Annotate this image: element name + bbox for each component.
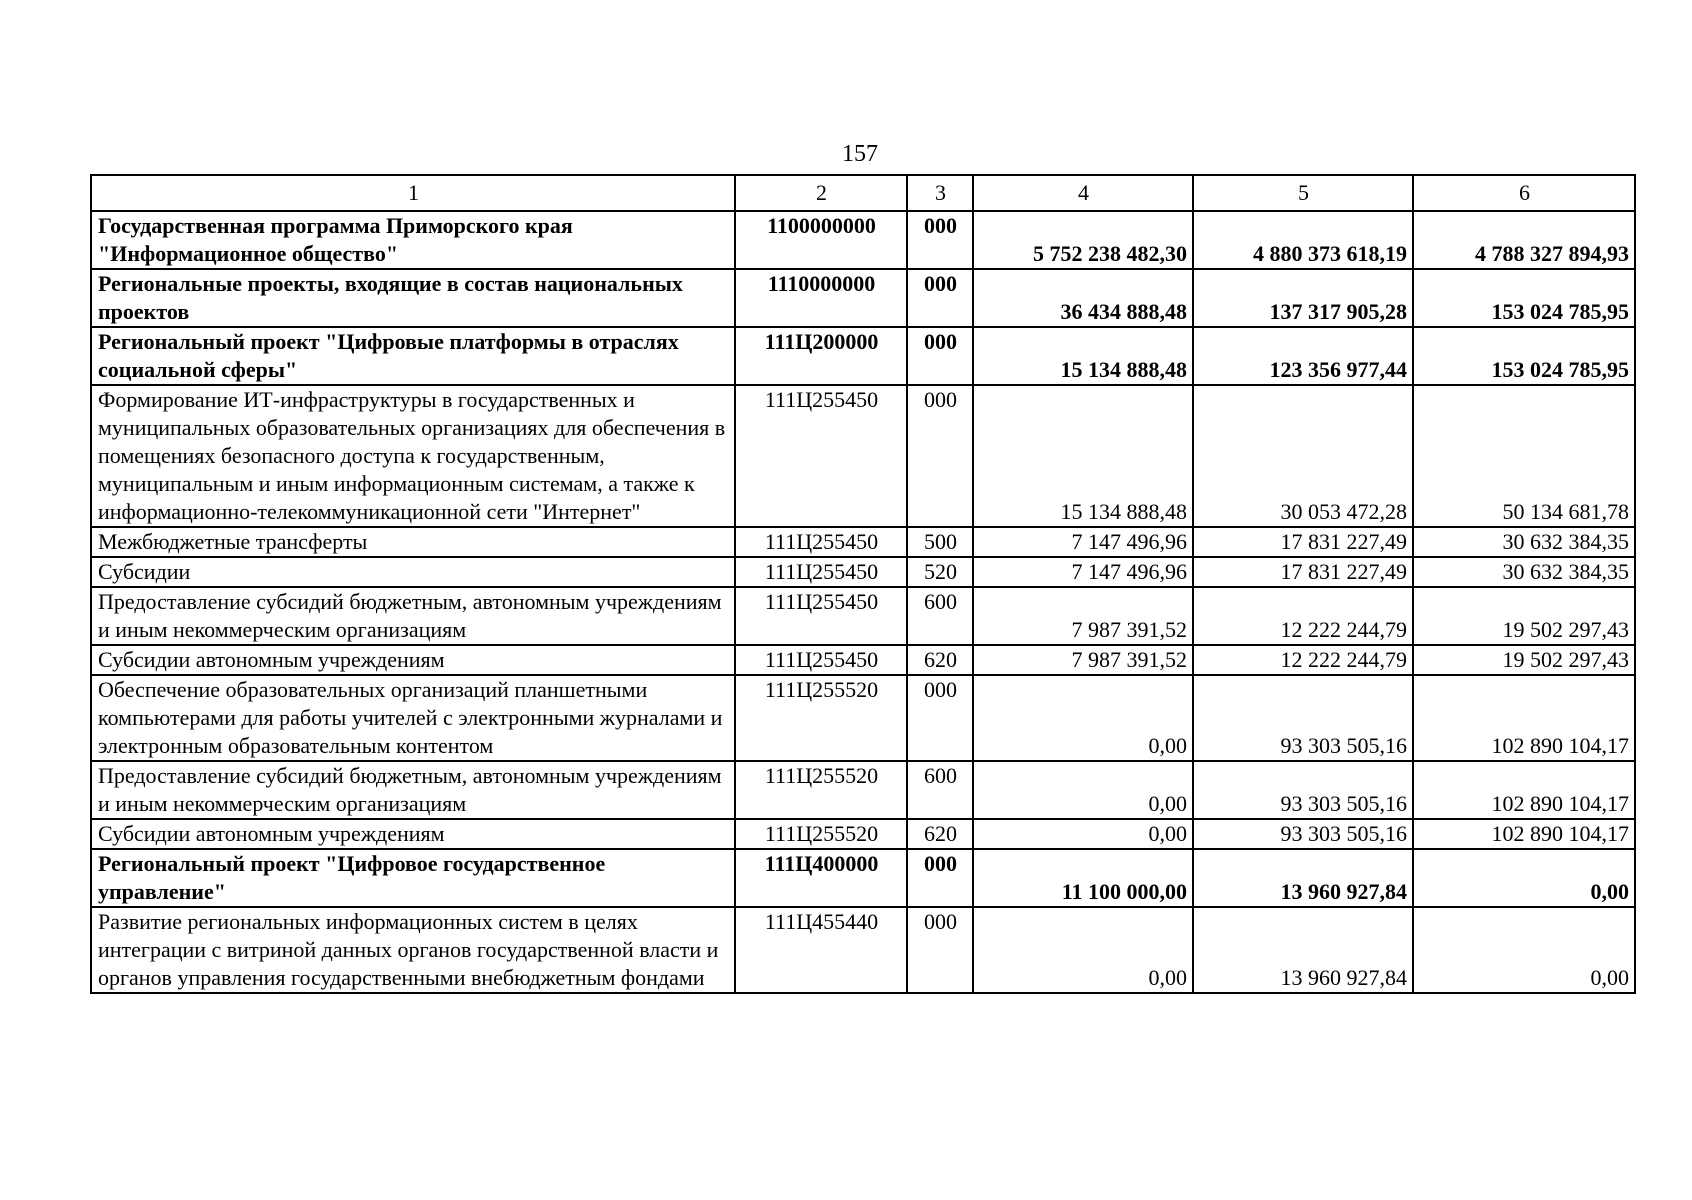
table-row: [91, 527, 1635, 557]
table-row: [91, 675, 1635, 761]
row-name-cell: Государственная программа Приморского края "Информационное общество": [91, 211, 735, 269]
row-type-cell: 000: [907, 849, 973, 907]
row-type-cell: 600: [907, 761, 973, 819]
row-name-cell: Региональный проект "Цифровые платформы в отраслях социальной сферы": [91, 327, 735, 385]
table-row: [91, 385, 1635, 527]
row-code-cell: 1100000000: [735, 211, 907, 269]
row-code-cell: 111Ц455440: [735, 907, 907, 993]
row-value-col4: 15 134 888,48: [973, 385, 1193, 527]
page-number: 157: [842, 141, 878, 167]
row-value-col4: 0,00: [973, 819, 1193, 849]
row-value-col4: 0,00: [973, 761, 1193, 819]
table-row: [91, 587, 1635, 645]
row-type-cell: 000: [907, 269, 973, 327]
row-name-cell: Субсидии автономным учреждениям: [91, 819, 735, 849]
table-row: [91, 211, 1635, 269]
row-code-cell: 111Ц255450: [735, 587, 907, 645]
row-code-cell: 111Ц400000: [735, 849, 907, 907]
row-type-cell: 500: [907, 527, 973, 557]
row-value-col6: 19 502 297,43: [1413, 587, 1635, 645]
row-value-col5: 13 960 927,84: [1193, 849, 1413, 907]
row-name-cell: Развитие региональных информационных систем в целях интеграции с витриной данных органов государственной власти и органов управления государственными внебюджетным фондами: [91, 907, 735, 993]
table-row: [91, 761, 1635, 819]
row-value-col6: 0,00: [1413, 849, 1635, 907]
row-value-col4: 7 987 391,52: [973, 587, 1193, 645]
row-value-col5: 93 303 505,16: [1193, 819, 1413, 849]
row-code-cell: 111Ц255520: [735, 761, 907, 819]
row-value-col4: 7 987 391,52: [973, 645, 1193, 675]
row-value-col6: 30 632 384,35: [1413, 527, 1635, 557]
row-value-col5: 12 222 244,79: [1193, 587, 1413, 645]
row-value-col5: 93 303 505,16: [1193, 675, 1413, 761]
table-row: [91, 849, 1635, 907]
row-type-cell: 620: [907, 819, 973, 849]
row-name-cell: Региональные проекты, входящие в состав национальных проектов: [91, 269, 735, 327]
table-row: [91, 327, 1635, 385]
row-value-col6: 102 890 104,17: [1413, 819, 1635, 849]
row-name-cell: Субсидии: [91, 557, 735, 587]
row-value-col4: 11 100 000,00: [973, 849, 1193, 907]
table-row: [91, 269, 1635, 327]
header-cell: 4: [973, 175, 1193, 211]
row-value-col4: 15 134 888,48: [973, 327, 1193, 385]
row-code-cell: 111Ц255520: [735, 819, 907, 849]
row-type-cell: 000: [907, 327, 973, 385]
row-value-col5: 17 831 227,49: [1193, 527, 1413, 557]
header-cell: 6: [1413, 175, 1635, 211]
row-value-col6: 4 788 327 894,93: [1413, 211, 1635, 269]
row-value-col4: 0,00: [973, 907, 1193, 993]
row-value-col6: 102 890 104,17: [1413, 761, 1635, 819]
row-name-cell: Предоставление субсидий бюджетным, автономным учреждениям и иным некоммерческим организациям: [91, 587, 735, 645]
row-value-col6: 19 502 297,43: [1413, 645, 1635, 675]
row-type-cell: 000: [907, 385, 973, 527]
row-value-col6: 153 024 785,95: [1413, 269, 1635, 327]
row-value-col5: 13 960 927,84: [1193, 907, 1413, 993]
row-code-cell: 111Ц255450: [735, 385, 907, 527]
row-value-col6: 0,00: [1413, 907, 1635, 993]
row-value-col6: 30 632 384,35: [1413, 557, 1635, 587]
row-value-col5: 30 053 472,28: [1193, 385, 1413, 527]
row-code-cell: 111Ц200000: [735, 327, 907, 385]
row-name-cell: Формирование ИТ-инфраструктуры в государственных и муниципальных образовательных организациях для обеспечения в помещениях безопасного доступа к государственным, муниципальным и иным информационным системам, а также к информационно-телекоммуникационной сети "Интернет": [91, 385, 735, 527]
header-cell: 5: [1193, 175, 1413, 211]
header-cell: 2: [735, 175, 907, 211]
row-type-cell: 620: [907, 645, 973, 675]
row-code-cell: 1110000000: [735, 269, 907, 327]
row-value-col4: 5 752 238 482,30: [973, 211, 1193, 269]
row-value-col4: 0,00: [973, 675, 1193, 761]
row-value-col5: 137 317 905,28: [1193, 269, 1413, 327]
row-value-col5: 17 831 227,49: [1193, 557, 1413, 587]
row-name-cell: Региональный проект "Цифровое государственное управление": [91, 849, 735, 907]
header-cell: 1: [91, 175, 735, 211]
table-row: [91, 557, 1635, 587]
table-header-row: [91, 175, 1635, 211]
row-value-col4: 36 434 888,48: [973, 269, 1193, 327]
row-code-cell: 111Ц255450: [735, 527, 907, 557]
row-value-col6: 153 024 785,95: [1413, 327, 1635, 385]
row-code-cell: 111Ц255450: [735, 557, 907, 587]
table-row: [91, 907, 1635, 993]
row-type-cell: 000: [907, 675, 973, 761]
row-value-col4: 7 147 496,96: [973, 557, 1193, 587]
row-type-cell: 000: [907, 211, 973, 269]
row-name-cell: Межбюджетные трансферты: [91, 527, 735, 557]
row-value-col5: 12 222 244,79: [1193, 645, 1413, 675]
row-value-col6: 102 890 104,17: [1413, 675, 1635, 761]
header-cell: 3: [907, 175, 973, 211]
row-value-col6: 50 134 681,78: [1413, 385, 1635, 527]
row-name-cell: Обеспечение образовательных организаций планшетными компьютерами для работы учителей с электронными журналами и электронным образовательным контентом: [91, 675, 735, 761]
row-value-col4: 7 147 496,96: [973, 527, 1193, 557]
row-type-cell: 600: [907, 587, 973, 645]
row-value-col5: 4 880 373 618,19: [1193, 211, 1413, 269]
row-code-cell: 111Ц255520: [735, 675, 907, 761]
row-name-cell: Субсидии автономным учреждениям: [91, 645, 735, 675]
budget-table: [90, 174, 1636, 994]
table-row: [91, 819, 1635, 849]
row-type-cell: 520: [907, 557, 973, 587]
row-value-col5: 93 303 505,16: [1193, 761, 1413, 819]
row-code-cell: 111Ц255450: [735, 645, 907, 675]
row-value-col5: 123 356 977,44: [1193, 327, 1413, 385]
row-name-cell: Предоставление субсидий бюджетным, автономным учреждениям и иным некоммерческим организациям: [91, 761, 735, 819]
table-row: [91, 645, 1635, 675]
row-type-cell: 000: [907, 907, 973, 993]
